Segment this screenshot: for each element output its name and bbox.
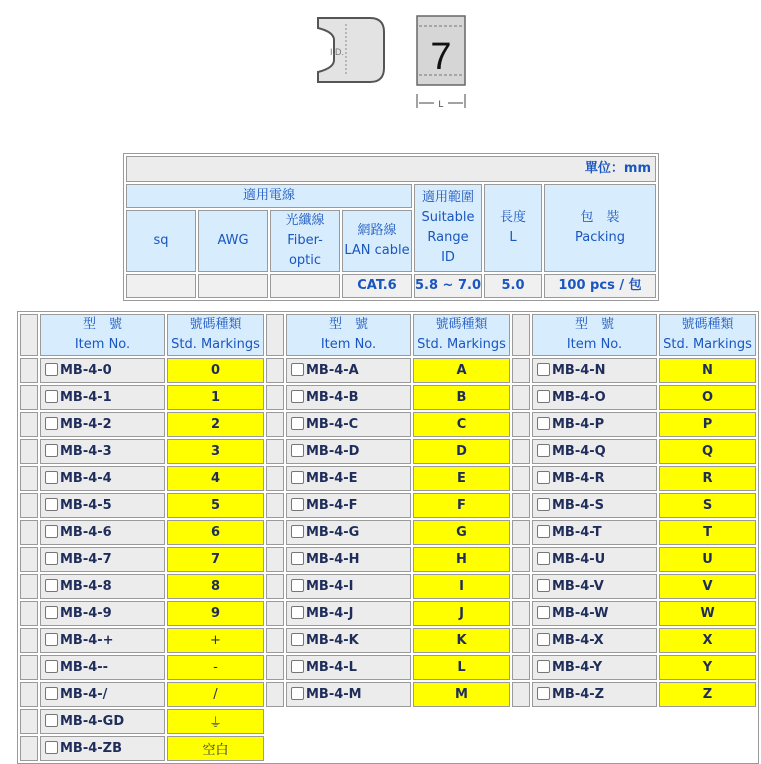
item-number: MB-4-T — [552, 525, 602, 540]
marking-cell: / — [167, 682, 264, 707]
item-cell — [286, 493, 411, 518]
item-cell — [286, 385, 411, 410]
item-checkbox[interactable] — [537, 471, 550, 484]
item-checkbox[interactable] — [537, 660, 550, 673]
item-number: MB-4-R — [552, 471, 605, 486]
marking-cell: J — [413, 601, 510, 626]
item-cell — [532, 466, 657, 491]
marking-cell: P — [659, 412, 756, 437]
item-cell — [286, 466, 411, 491]
item-cell — [286, 547, 411, 572]
item-number: MB-4-O — [552, 390, 606, 405]
item-number: MB-4-6 — [60, 525, 112, 540]
item-cell — [40, 547, 165, 572]
lan-header: 網路線 LAN cable — [342, 210, 412, 272]
spacer-cell — [266, 574, 284, 599]
item-number: MB-4-GD — [60, 714, 125, 729]
table-row — [20, 736, 756, 761]
spacer-cell — [20, 520, 38, 545]
item-checkbox[interactable] — [45, 633, 58, 646]
empty-cell — [266, 736, 756, 761]
item-number: MB-4-K — [306, 633, 359, 648]
item-cell — [532, 358, 657, 383]
item-cell — [40, 574, 165, 599]
marking-cell: 空白 — [167, 736, 264, 761]
item-cell — [286, 601, 411, 626]
item-cell — [532, 628, 657, 653]
item-cell — [40, 412, 165, 437]
spacer-cell — [20, 412, 38, 437]
item-number: MB-4-1 — [60, 390, 112, 405]
marking-cell: I — [413, 574, 510, 599]
marking-cell: A — [413, 358, 510, 383]
item-number: MB-4-W — [552, 606, 609, 621]
item-number: MB-4-S — [552, 498, 605, 513]
spacer-cell — [266, 493, 284, 518]
marking-cell: H — [413, 547, 510, 572]
marking-cell: + — [167, 628, 264, 653]
item-checkbox[interactable] — [45, 444, 58, 457]
spacer-cell — [20, 601, 38, 626]
item-number: MB-4-M — [306, 687, 362, 702]
spacer-cell — [266, 385, 284, 410]
spacer-cell — [512, 628, 530, 653]
item-number: MB-4-2 — [60, 417, 112, 432]
item-checkbox[interactable] — [291, 363, 304, 376]
marking-cell: 8 — [167, 574, 264, 599]
item-checkbox[interactable] — [45, 417, 58, 430]
item-table — [17, 311, 759, 764]
lan-value: CAT.6 — [342, 274, 412, 298]
spacer-cell — [266, 358, 284, 383]
item-checkbox[interactable] — [537, 579, 550, 592]
item-cell — [286, 655, 411, 680]
spacer-cell — [20, 682, 38, 707]
marking-cell: U — [659, 547, 756, 572]
marking-cell: O — [659, 385, 756, 410]
spacer-cell — [512, 574, 530, 599]
marking-cell: K — [413, 628, 510, 653]
item-cell — [532, 601, 657, 626]
marking-cell: 3 — [167, 439, 264, 464]
marking-cell: 0 — [167, 358, 264, 383]
spacer-cell — [512, 314, 530, 356]
item-cell — [286, 682, 411, 707]
item-number: MB-4-I — [306, 579, 354, 594]
fiber-header: 光纖線 Fiber-optic — [270, 210, 340, 272]
marking-cell: Y — [659, 655, 756, 680]
spec-table — [123, 153, 659, 301]
item-cell — [532, 439, 657, 464]
spacer-cell — [20, 385, 38, 410]
sq-value — [126, 274, 196, 298]
item-number: MB-4-G — [306, 525, 360, 540]
wire-group-header: 適用電線 — [126, 184, 412, 208]
table-row — [20, 682, 756, 707]
marking-cell: N — [659, 358, 756, 383]
item-number: MB-4-5 — [60, 498, 112, 513]
item-checkbox[interactable] — [45, 660, 58, 673]
table-row — [20, 412, 756, 437]
item-number: MB-4-E — [306, 471, 358, 486]
item-number: MB-4-Y — [552, 660, 603, 675]
item-header: 型 號 Item No. — [286, 314, 411, 356]
table-row — [20, 493, 756, 518]
spacer-cell — [266, 547, 284, 572]
item-cell — [40, 601, 165, 626]
item-number: MB-4-N — [552, 363, 606, 378]
item-number: MB-4-Z — [552, 687, 605, 702]
spacer-cell — [20, 655, 38, 680]
table-row — [20, 601, 756, 626]
marking-cell: F — [413, 493, 510, 518]
item-cell — [40, 655, 165, 680]
item-checkbox[interactable] — [291, 687, 304, 700]
table-row — [20, 547, 756, 572]
item-checkbox[interactable] — [537, 633, 550, 646]
item-number: MB-4-3 — [60, 444, 112, 459]
spacer-cell — [266, 628, 284, 653]
item-number: MB-4-9 — [60, 606, 112, 621]
spacer-cell — [512, 547, 530, 572]
item-cell — [532, 412, 657, 437]
item-number: MB-4-7 — [60, 552, 112, 567]
spacer-cell — [512, 655, 530, 680]
item-checkbox[interactable] — [537, 363, 550, 376]
item-number: MB-4-V — [552, 579, 604, 594]
item-number: MB-4-H — [306, 552, 360, 567]
item-checkbox[interactable] — [291, 579, 304, 592]
item-cell — [532, 574, 657, 599]
length-value: 5.0 — [484, 274, 542, 298]
spacer-cell — [20, 574, 38, 599]
item-checkbox[interactable] — [45, 552, 58, 565]
item-checkbox[interactable] — [291, 390, 304, 403]
spacer-cell — [512, 601, 530, 626]
item-checkbox[interactable] — [537, 552, 550, 565]
item-number: MB-4-X — [552, 633, 604, 648]
item-cell — [286, 439, 411, 464]
item-checkbox[interactable] — [45, 390, 58, 403]
item-cell — [532, 682, 657, 707]
table-row — [20, 385, 756, 410]
item-number: MB-4-ZB — [60, 741, 123, 756]
item-checkbox[interactable] — [291, 417, 304, 430]
item-cell — [532, 655, 657, 680]
item-number: MB-4-+ — [60, 633, 114, 648]
marking-cell: M — [413, 682, 510, 707]
range-value: 5.8 ~ 7.0 — [414, 274, 482, 298]
spacer-cell — [266, 520, 284, 545]
item-number: MB-4-Q — [552, 444, 606, 459]
spacer-cell — [20, 466, 38, 491]
item-checkbox[interactable] — [291, 444, 304, 457]
item-checkbox[interactable] — [537, 444, 550, 457]
item-cell — [40, 520, 165, 545]
spacer-cell — [266, 682, 284, 707]
item-cell — [286, 358, 411, 383]
marking-cell: 5 — [167, 493, 264, 518]
item-number: MB-4-B — [306, 390, 359, 405]
item-number: MB-4-0 — [60, 363, 112, 378]
table-row — [20, 628, 756, 653]
item-checkbox[interactable] — [291, 660, 304, 673]
table-row — [20, 709, 756, 734]
marking-cell: G — [413, 520, 510, 545]
marking-cell: 6 — [167, 520, 264, 545]
marking-cell: R — [659, 466, 756, 491]
spacer-cell — [266, 314, 284, 356]
item-cell — [286, 520, 411, 545]
item-number: MB-4-/ — [60, 687, 108, 702]
spacer-cell — [512, 520, 530, 545]
item-number: MB-4-F — [306, 498, 358, 513]
marking-header: 號碼種類 Std. Markings — [659, 314, 756, 356]
item-cell — [40, 493, 165, 518]
item-cell — [532, 493, 657, 518]
item-cell — [286, 574, 411, 599]
marking-cell: W — [659, 601, 756, 626]
item-checkbox[interactable] — [537, 687, 550, 700]
item-checkbox[interactable] — [291, 552, 304, 565]
packing-value: 100 pcs / 包 — [544, 274, 656, 298]
item-checkbox[interactable] — [291, 498, 304, 511]
item-checkbox[interactable] — [45, 714, 58, 727]
marking-cell: X — [659, 628, 756, 653]
item-checkbox[interactable] — [537, 498, 550, 511]
length-header: 長度 L — [484, 184, 542, 272]
item-checkbox[interactable] — [45, 579, 58, 592]
spacer-cell — [512, 439, 530, 464]
spacer-cell — [20, 493, 38, 518]
item-checkbox[interactable] — [291, 471, 304, 484]
marking-cell: 9 — [167, 601, 264, 626]
marking-cell: Q — [659, 439, 756, 464]
id-label: I.D. — [330, 47, 345, 57]
item-cell — [532, 385, 657, 410]
item-checkbox[interactable] — [291, 525, 304, 538]
awg-value — [198, 274, 268, 298]
length-label: L — [438, 99, 444, 109]
item-cell — [40, 736, 165, 761]
spacer-cell — [266, 466, 284, 491]
item-checkbox[interactable] — [45, 498, 58, 511]
spacer-cell — [20, 547, 38, 572]
item-checkbox[interactable] — [45, 687, 58, 700]
marking-cell: E — [413, 466, 510, 491]
item-number: MB-4-C — [306, 417, 359, 432]
table-row — [20, 655, 756, 680]
item-header: 型 號 Item No. — [40, 314, 165, 356]
marking-cell: D — [413, 439, 510, 464]
item-number: MB-4-J — [306, 606, 354, 621]
marking-cell: 7 — [167, 547, 264, 572]
item-number: MB-4-- — [60, 660, 109, 675]
spacer-cell — [512, 412, 530, 437]
item-header: 型 號 Item No. — [532, 314, 657, 356]
marking-cell: 2 — [167, 412, 264, 437]
table-row — [20, 439, 756, 464]
spacer-cell — [20, 709, 38, 734]
spacer-cell — [512, 385, 530, 410]
marking-cell: Z — [659, 682, 756, 707]
item-number: MB-4-P — [552, 417, 605, 432]
spacer-cell — [20, 439, 38, 464]
item-checkbox[interactable] — [45, 525, 58, 538]
marking-cell: - — [167, 655, 264, 680]
spacer-cell — [266, 601, 284, 626]
item-checkbox[interactable] — [537, 606, 550, 619]
item-checkbox[interactable] — [537, 417, 550, 430]
table-row — [20, 574, 756, 599]
packing-header: 包 裝 Packing — [544, 184, 656, 272]
marking-cell: 4 — [167, 466, 264, 491]
spacer-cell — [512, 682, 530, 707]
marking-cell: S — [659, 493, 756, 518]
item-checkbox[interactable] — [45, 471, 58, 484]
item-number: MB-4-8 — [60, 579, 112, 594]
item-cell — [40, 385, 165, 410]
item-cell — [286, 628, 411, 653]
spacer-cell — [266, 439, 284, 464]
marking-header: 號碼種類 Std. Markings — [167, 314, 264, 356]
item-cell — [286, 412, 411, 437]
table-row — [20, 358, 756, 383]
item-cell — [532, 547, 657, 572]
item-checkbox[interactable] — [291, 633, 304, 646]
item-checkbox[interactable] — [45, 741, 58, 754]
fiber-value — [270, 274, 340, 298]
marking-cell: C — [413, 412, 510, 437]
spacer-cell — [512, 466, 530, 491]
item-cell — [40, 709, 165, 734]
spacer-cell — [20, 358, 38, 383]
item-cell — [40, 682, 165, 707]
spacer-cell — [266, 412, 284, 437]
range-header: 適用範圍 Suitable Range ID — [414, 184, 482, 272]
product-diagram — [0, 0, 761, 120]
spacer-cell — [266, 655, 284, 680]
item-number: MB-4-4 — [60, 471, 112, 486]
item-checkbox[interactable] — [291, 606, 304, 619]
marking-cell: B — [413, 385, 510, 410]
marking-cell: 1 — [167, 385, 264, 410]
item-cell — [40, 466, 165, 491]
item-cell — [40, 628, 165, 653]
spacer-cell — [20, 314, 38, 356]
sq-header: sq — [126, 210, 196, 272]
item-number: MB-4-A — [306, 363, 359, 378]
item-number: MB-4-U — [552, 552, 606, 567]
item-number: MB-4-D — [306, 444, 360, 459]
marking-cell: V — [659, 574, 756, 599]
item-cell — [40, 358, 165, 383]
item-checkbox[interactable] — [45, 363, 58, 376]
spacer-cell — [20, 628, 38, 653]
item-checkbox[interactable] — [537, 390, 550, 403]
spacer-cell — [512, 358, 530, 383]
spacer-cell — [512, 493, 530, 518]
empty-cell — [266, 709, 756, 734]
marking-cell: T — [659, 520, 756, 545]
marking-header: 號碼種類 Std. Markings — [413, 314, 510, 356]
marking-cell: ⏚ — [167, 709, 264, 734]
item-cell — [532, 520, 657, 545]
table-row — [20, 466, 756, 491]
c-clip-shape — [318, 18, 384, 82]
spacer-cell — [20, 736, 38, 761]
marking-cell: L — [413, 655, 510, 680]
item-number: MB-4-L — [306, 660, 357, 675]
unit-label: 單位：mm — [126, 156, 656, 182]
table-row — [20, 520, 756, 545]
item-checkbox[interactable] — [537, 525, 550, 538]
item-cell — [40, 439, 165, 464]
marker-number: 7 — [430, 36, 452, 78]
item-checkbox[interactable] — [45, 606, 58, 619]
awg-header: AWG — [198, 210, 268, 272]
